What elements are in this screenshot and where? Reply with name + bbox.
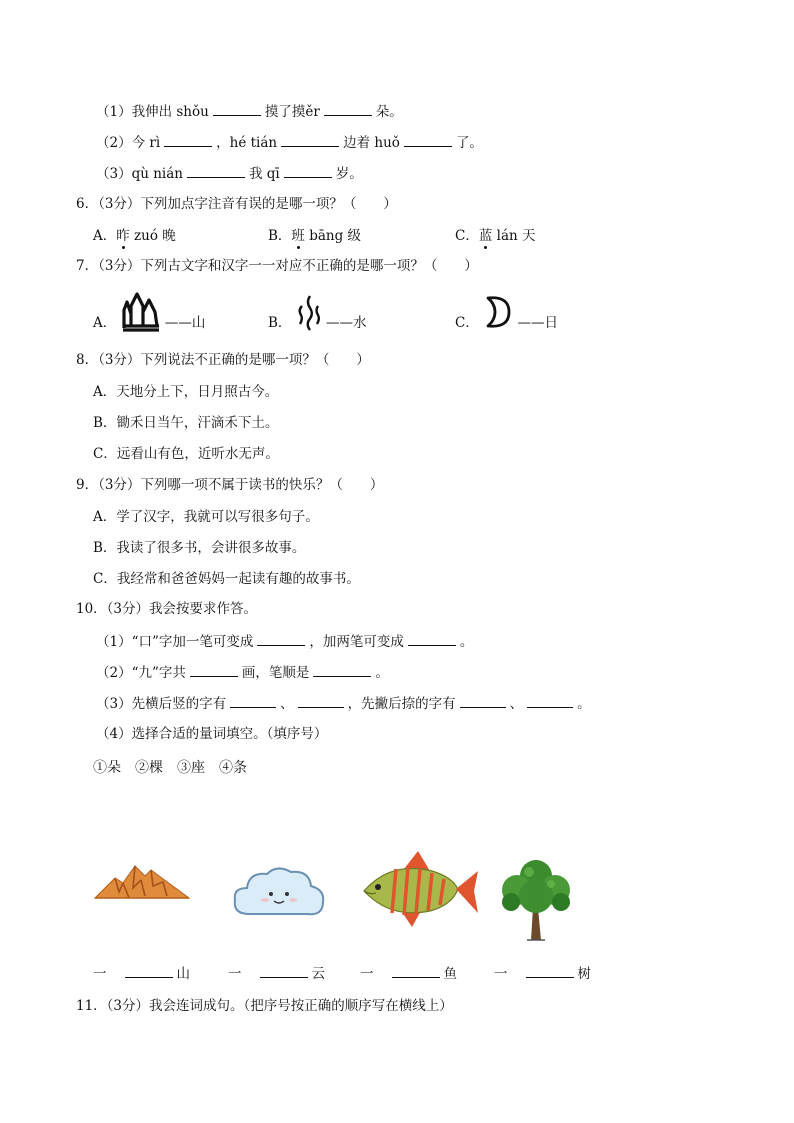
- blank-noun: 山: [176, 966, 190, 982]
- q10-s1-text-b: ，加两笔可变成: [309, 634, 404, 650]
- answer-blank[interactable]: [526, 964, 574, 978]
- option-text: ——山: [164, 315, 206, 331]
- blank-noun: 云: [311, 966, 325, 982]
- q10-s3-text-c: ，先撇后捺的字有: [347, 696, 456, 712]
- blank-prefix: 一: [360, 966, 374, 982]
- q10-s1-text-c: 。: [459, 634, 474, 650]
- answer-blank[interactable]: [392, 964, 440, 978]
- dotted-char: 班: [291, 228, 305, 244]
- q11-stem: 11．（3分）我会连词成句。（把序号按正确的顺序写在横线上）: [76, 998, 453, 1014]
- q10-s3-text-e: 。: [577, 696, 591, 712]
- answer-blank[interactable]: [260, 964, 308, 978]
- option-text: bāng 级: [304, 228, 362, 244]
- q7-option-c[interactable]: [455, 292, 558, 338]
- blank-cloud: [228, 964, 325, 983]
- q9-stem: 9．（3分）下列哪一项不属于读书的快乐？（ ）: [76, 477, 384, 493]
- cloud-picture-icon: [229, 862, 329, 922]
- option-text: zuó 晚: [129, 228, 176, 244]
- q10-item-4: （4）选择合适的量词填空。（填序号）: [96, 726, 328, 742]
- blank-fish: [360, 964, 457, 983]
- q5-s3-text-c: 岁。: [335, 166, 363, 182]
- ancient-water-glyph-icon: [296, 292, 322, 332]
- q5-s1-text-c: 朵。: [375, 104, 403, 120]
- q7-option-b[interactable]: [268, 292, 367, 338]
- q5-s1-text-a: （1）我伸出 shǒu: [96, 104, 209, 120]
- blank-tree: [494, 964, 591, 983]
- q9-option-a[interactable]: A．学了汉字，我就可以写很多句子。: [93, 509, 319, 525]
- option-letter: C．: [455, 228, 479, 244]
- answer-blank[interactable]: [125, 964, 173, 978]
- answer-blank[interactable]: [408, 632, 456, 646]
- dotted-char: 昨: [116, 228, 130, 244]
- q8-stem: 8．（3分）下列说法不正确的是哪一项？（ ）: [76, 352, 370, 368]
- blank-prefix: 一: [494, 966, 508, 982]
- q10-item-1: [96, 632, 473, 651]
- tree-picture-icon: [497, 856, 575, 944]
- answer-blank[interactable]: [404, 133, 452, 147]
- q10-s3-text-b: 、: [280, 696, 294, 712]
- q10-s3-text-a: （3）先横后竖的字有: [96, 696, 227, 712]
- q5-s2-text-c: 边着 huǒ: [343, 135, 400, 151]
- q5-s3-text-b: 我 qī: [248, 166, 280, 182]
- blank-prefix: 一: [228, 966, 242, 982]
- q10-stem: 10．（3分）我会按要求作答。: [76, 601, 258, 617]
- q10-s2-text-c: 。: [375, 665, 389, 681]
- option-text: ——日: [517, 315, 558, 331]
- answer-blank[interactable]: [257, 632, 305, 646]
- q10-item-2: [96, 663, 389, 682]
- blank-noun: 树: [577, 966, 591, 982]
- q7-stem: 7．（3分）下列古文字和汉字一一对应不正确的是哪一项？（ ）: [76, 258, 478, 274]
- fish-picture-icon: [360, 847, 482, 931]
- q6-option-b[interactable]: [268, 227, 361, 245]
- q7-option-a[interactable]: [93, 292, 205, 338]
- blank-noun: 鱼: [443, 966, 457, 982]
- q10-s2-text-b: 画，笔顺是: [241, 665, 310, 681]
- q6-stem: 6．（3分）下列加点字注音有误的是哪一项？（ ）: [76, 196, 397, 212]
- dotted-char: 蓝: [478, 228, 493, 244]
- option-letter: A．: [93, 315, 117, 331]
- option-letter: B．: [268, 315, 292, 331]
- answer-blank[interactable]: [284, 164, 332, 178]
- q5-s3-text-a: （3）qù nián: [96, 166, 183, 182]
- q10-s1-text-a: （1）“口”字加一笔可变成: [96, 634, 254, 650]
- answer-blank[interactable]: [164, 133, 212, 147]
- q6-option-a[interactable]: [93, 227, 176, 245]
- answer-blank[interactable]: [324, 102, 372, 116]
- option-letter: A．: [93, 228, 117, 244]
- q5-s1-text-b: 摸了摸ěr: [264, 104, 320, 120]
- q10-s2-text-a: （2）“九”字共: [96, 665, 186, 681]
- ancient-mountain-glyph-icon: [121, 292, 161, 332]
- answer-blank[interactable]: [230, 694, 276, 708]
- q10-item-3: [96, 694, 591, 713]
- q5-sentence-1: [96, 102, 403, 121]
- answer-blank[interactable]: [298, 694, 344, 708]
- q8-option-a[interactable]: A．天地分上下，日月照古今。: [93, 384, 279, 400]
- answer-blank[interactable]: [190, 663, 238, 677]
- answer-blank[interactable]: [313, 663, 371, 677]
- answer-blank[interactable]: [213, 102, 261, 116]
- q8-option-c[interactable]: C．远看山有色，近听水无声。: [93, 446, 279, 462]
- q6-option-c[interactable]: [455, 227, 536, 245]
- option-text: lán 天: [492, 228, 536, 244]
- option-text: ——水: [326, 315, 367, 331]
- q9-option-c[interactable]: C．我经常和爸爸妈妈一起读有趣的故事书。: [93, 571, 360, 587]
- q8-option-b[interactable]: B．锄禾日当午，汗滴禾下土。: [93, 415, 279, 431]
- q5-s2-text-a: （2）今 rì: [96, 135, 161, 151]
- answer-blank[interactable]: [527, 694, 573, 708]
- blank-prefix: 一: [93, 966, 107, 982]
- mountain-picture-icon: [93, 858, 191, 902]
- q10-s3-text-d: 、: [509, 696, 524, 712]
- ancient-sun-glyph-icon: [483, 292, 513, 332]
- q5-s2-text-b: ，hé tián: [216, 135, 278, 151]
- option-letter: C．: [455, 315, 479, 331]
- answer-blank[interactable]: [460, 694, 506, 708]
- q5-s2-text-d: 了。: [455, 135, 483, 151]
- blank-mountain: [93, 964, 190, 983]
- q9-option-b[interactable]: B．我读了很多书，会讲很多故事。: [93, 540, 306, 556]
- q5-sentence-3: [96, 164, 363, 183]
- q5-sentence-2: [96, 133, 483, 152]
- answer-blank[interactable]: [187, 164, 245, 178]
- q10-measure-word-choices: ①朵 ②棵 ③座 ④条: [93, 760, 247, 776]
- option-letter: B．: [268, 228, 292, 244]
- answer-blank[interactable]: [281, 133, 339, 147]
